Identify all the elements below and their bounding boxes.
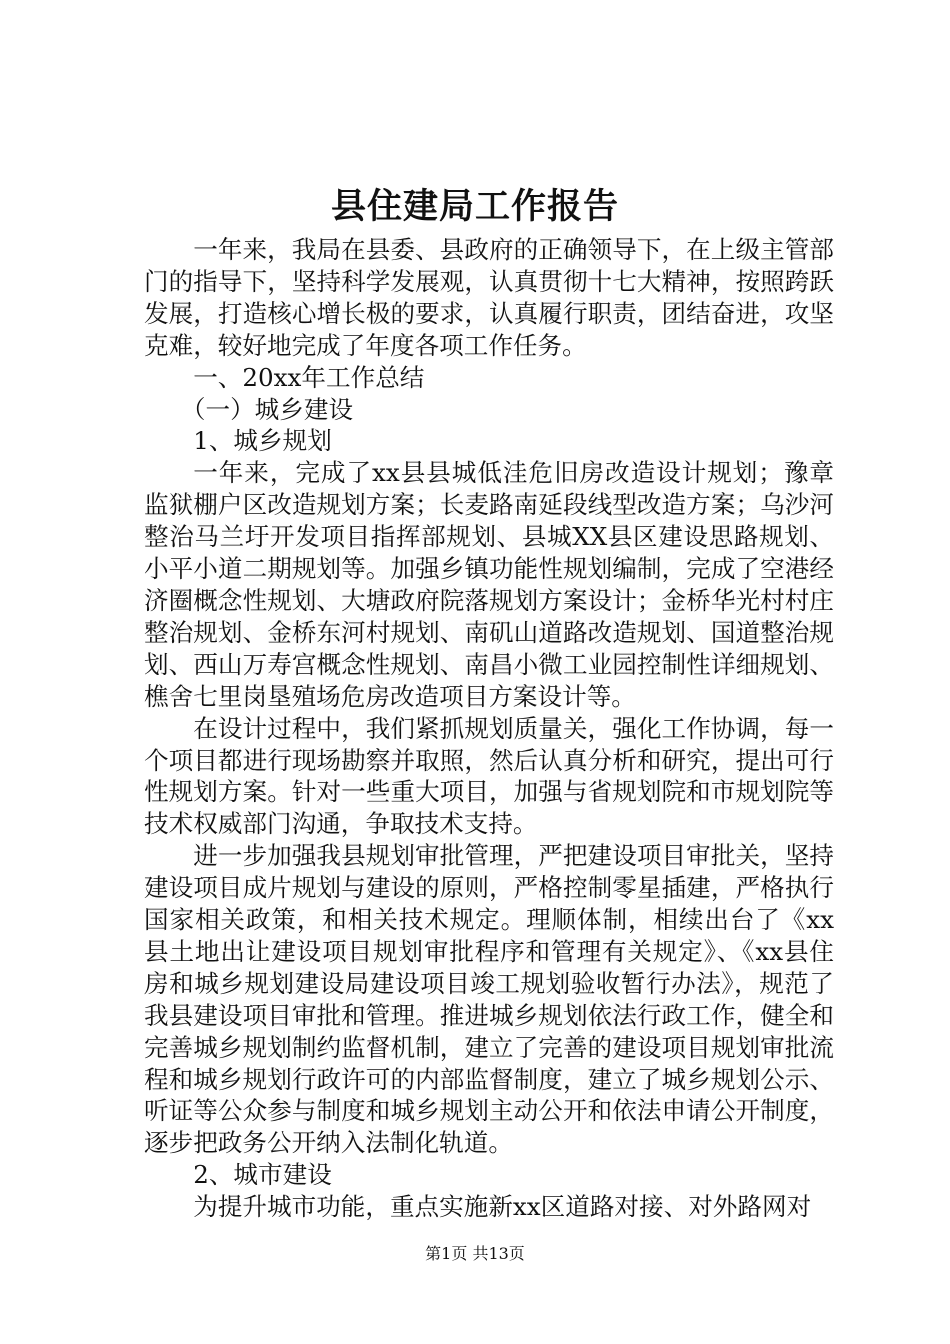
document-body — [144, 234, 834, 1223]
intro-paragraph: 一年来，我局在县委、县政府的正确领导下，在上级主管部门的指导下，坚持科学发展观，认真贯彻十七大精神，按照跨跃发展，打造核心增长极的要求，认真履行职责，团结奋进，攻坚克难，较好地完成了年度各项工作任务。 — [144, 235, 834, 360]
page-footer: 第1页 共13页 — [425, 1244, 525, 1263]
item-heading-city-construction: 2、城市建设 — [193, 1160, 332, 1190]
city-construction-paragraph: 为提升城市功能，重点实施新xx区道路对接、对外路网对 — [193, 1192, 812, 1222]
planning-paragraph: 一年来，完成了xx县县城低洼危旧房改造设计规划；豫章监狱棚户区改造规划方案；长麦路南延段线型改造方案；乌沙河整治马兰圩开发项目指挥部规划、县城XX县区建设思路规划、小平小道二期规划等。加强乡镇功能性规划编制，完成了空港经济圈概念性规划、大塘政府院落规划方案设计；金桥华光村村庄整治规划、金桥东河村规划、南矶山道路改造规划、国道整治规划、西山万寿宫概念性规划、南昌小微工业园控制性详细规划、樵舍七里岗垦殖场危房改造项目方案设计等。 — [144, 458, 834, 711]
document-title: 县住建局工作报告 — [330, 186, 619, 227]
subsection-heading-urban-rural: （一）城乡建设 — [180, 394, 354, 424]
design-process-paragraph: 在设计过程中，我们紧抓规划质量关，强化工作协调，每一个项目都进行现场勘察并取照，然后认真分析和研究，提出可行性规划方案。针对一些重大项目，加强与省规划院和市规划院等技术权威部门沟通，争取技术支持。 — [144, 713, 834, 839]
section-heading-summary: 一、20xx年工作总结 — [193, 362, 425, 392]
item-heading-planning: 1、城乡规划 — [193, 426, 332, 456]
approval-management-paragraph: 进一步加强我县规划审批管理，严把建设项目审批关，坚持建设项目成片规划与建设的原则，严格控制零星插建，严格执行国家相关政策，和相关技术规定。理顺体制，相续出台了《xx县土地出让建设项目规划审批程序和管理有关规定》、《xx县住房和城乡规划建设局建设项目竣工规划验收暂行办法》，规范了我县建设项目审批和管理。推进城乡规划依法行政工作，健全和完善城乡规划制约监督机制，建立了完善的建设项目规划审批流程和城乡规划行政许可的内部监督制度，建立了城乡规划公示、听证等公众参与制度和城乡规划主动公开和依法申请公开制度，逐步把政务公开纳入法制化轨道。 — [144, 841, 834, 1158]
